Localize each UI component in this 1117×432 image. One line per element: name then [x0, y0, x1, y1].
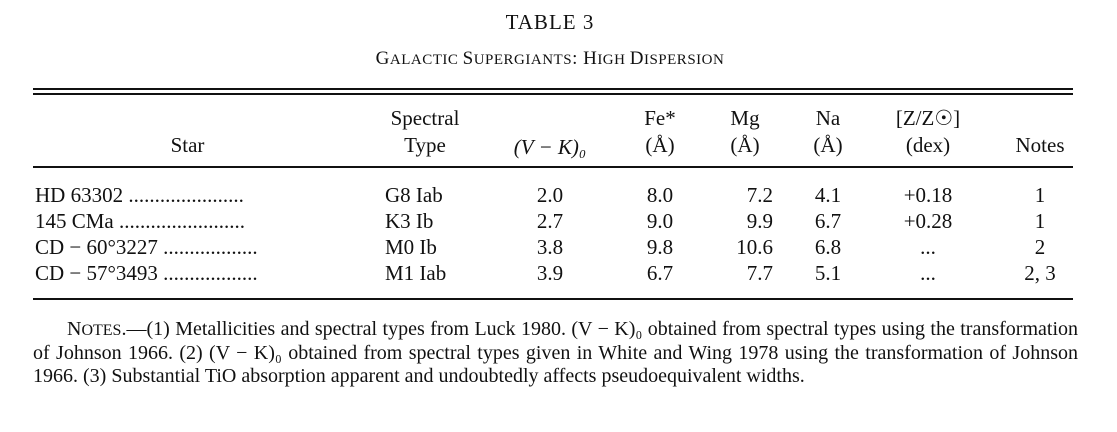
cell-z: ...: [920, 235, 936, 259]
table-title: TABLE 3: [505, 10, 595, 34]
header-star: Star: [170, 133, 205, 157]
cell-sptype: G8 Iab: [385, 183, 443, 207]
cell-z: +0.18: [903, 183, 953, 207]
cell-z: ...: [920, 261, 936, 285]
cell-na: 4.1: [814, 183, 842, 207]
cell-star: CD − 60°3227 ..................: [35, 235, 258, 259]
cell-notes: 1: [1034, 209, 1046, 233]
header-na-2: (Å): [813, 133, 843, 157]
table-notes: NOTES.—(1) Metallicities and spectral types from Luck 1980. (V − K)₀ obtained from spectral types using the transformation of Johnson 1966. (2) (V − K)₀ obtained from spectral types given in White and Wing 1978 using the transformation of Johnson 1966. (3) Substantial TiO absorption apparent and undoubtedly affects pseudoequivalent widths.: [33, 318, 1078, 387]
cell-z: +0.28: [903, 209, 953, 233]
cell-mg: 7.7: [746, 261, 773, 285]
cell-sptype: M0 Ib: [385, 235, 437, 259]
header-z-2: (dex): [905, 133, 951, 157]
table-subtitle: GALACTIC SUPERGIANTS: HIGH DISPERSION: [375, 48, 725, 69]
cell-mg: 9.9: [746, 209, 773, 233]
cell-fe: 6.7: [646, 261, 674, 285]
cell-na: 5.1: [814, 261, 842, 285]
cell-vk: 3.8: [536, 235, 564, 259]
header-mg-1: Mg: [730, 106, 760, 130]
header-notes: Notes: [1015, 133, 1065, 157]
header-mg-2: (Å): [730, 133, 760, 157]
header-spectral-type-1: Spectral: [390, 106, 460, 130]
cell-star: 145 CMa ........................: [35, 209, 245, 233]
cell-sptype: M1 Iab: [385, 261, 447, 285]
bottom-rule: [33, 298, 1073, 300]
cell-fe: 9.0: [646, 209, 674, 233]
cell-na: 6.7: [814, 209, 842, 233]
cell-notes: 2: [1034, 235, 1046, 259]
cell-mg: 10.6: [736, 235, 773, 259]
cell-mg: 7.2: [746, 183, 773, 207]
cell-fe: 9.8: [646, 235, 674, 259]
cell-sptype: K3 Ib: [385, 209, 434, 233]
top-rule-2: [33, 93, 1073, 95]
cell-vk: 2.7: [536, 209, 564, 233]
notes-text: .—(1) Metallicities and spectral types from Luck 1980. (V − K)₀ obtained from spectral types using the transformation of Johnson 1966. (2) (V − K)₀ obtained from spectral types given in White and Wing 1978 using the transformation of Johnson 1966. (3) Substantial TiO absorption apparent and undoubtedly affects pseudoequivalent widths.: [33, 318, 1078, 387]
cell-na: 6.8: [814, 235, 842, 259]
header-na-1: Na: [815, 106, 841, 130]
cell-star: HD 63302 ......................: [35, 183, 244, 207]
header-fe-1: Fe*: [644, 106, 676, 130]
cell-notes: 1: [1034, 183, 1046, 207]
header-vk: (V − K)₀: [513, 135, 587, 159]
cell-star: CD − 57°3493 ..................: [35, 261, 258, 285]
cell-fe: 8.0: [646, 183, 674, 207]
header-spectral-type-2: Type: [404, 133, 446, 157]
top-rule-1: [33, 88, 1073, 90]
header-z-1: [Z/Z☉]: [895, 106, 961, 130]
header-rule: [33, 166, 1073, 168]
header-fe-2: (Å): [645, 133, 675, 157]
cell-vk: 2.0: [536, 183, 564, 207]
cell-vk: 3.9: [536, 261, 564, 285]
cell-notes: 2, 3: [1024, 261, 1056, 285]
